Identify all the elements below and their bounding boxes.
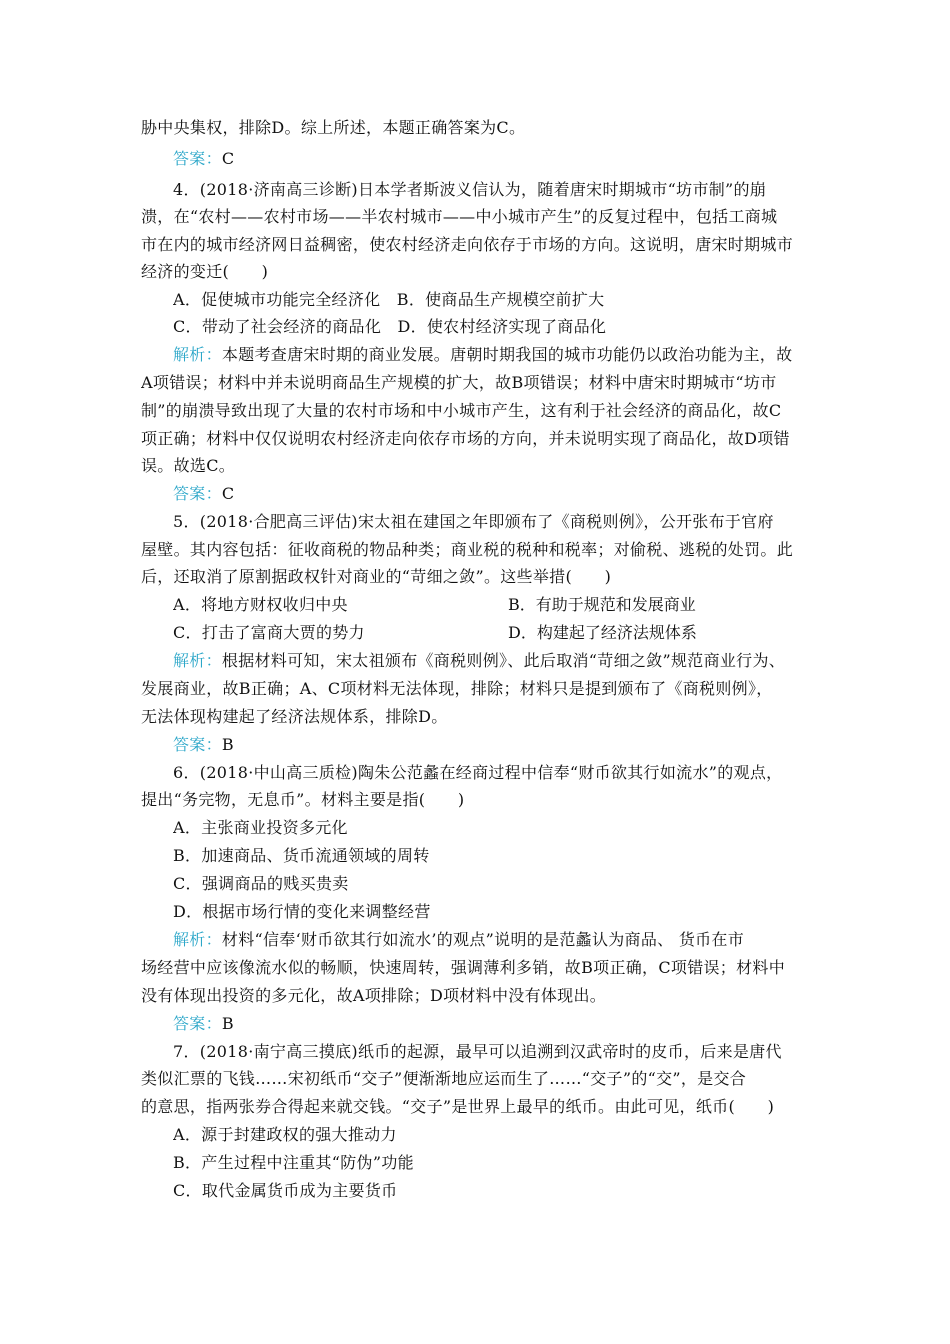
- option-a: A．将地方财权收归中央: [173, 595, 348, 614]
- text-line: 没有体现出投资的多元化，故A项排除；D项材料中没有体现出。: [141, 986, 607, 1005]
- question-5-stem: 5．(2018·合肥高三评估)宋太祖在建国之年即颁布了《商税则例》，公开张布于官府: [173, 512, 774, 531]
- answer-label: 答案：: [173, 1014, 222, 1033]
- answer-value: B: [221, 1014, 234, 1033]
- option-b: B．有助于规范和发展商业: [508, 595, 696, 614]
- text-line: 误。故选C。: [141, 456, 236, 475]
- option-line: C．强调商品的贱买贵卖: [173, 874, 349, 893]
- text-line: 市在内的城市经济网日益稠密，使农村经济走向依存于市场的方向。这说明，唐宋时期城市: [141, 235, 794, 254]
- analysis-label: 解析：: [173, 651, 222, 670]
- analysis-label: 解析：: [173, 345, 222, 364]
- option-line: C．带动了社会经济的商品化 D．使农村经济实现了商品化: [173, 317, 607, 336]
- option-line: C．取代金属货币成为主要货币: [173, 1181, 398, 1200]
- text-line: 制”的崩溃导致出现了大量的农村市场和中小城市产生，这有利于社会经济的商品化，故C: [141, 401, 782, 420]
- option-line: A．促使城市功能完全经济化 B．使商品生产规模空前扩大: [173, 290, 605, 309]
- text-line: 提出“务完物，无息币”。材料主要是指( ): [141, 790, 465, 809]
- analysis-text: 材料“信奉‘财币欲其行如流水’的观点”说明的是范蠡认为商品、 货币在市: [221, 930, 745, 949]
- text-line: 发展商业，故B正确；A、C项材料无法体现，排除；材料只是提到颁布了《商税则例》，: [141, 679, 773, 698]
- text-line: 无法体现构建起了经济法规体系，排除D。: [141, 707, 448, 726]
- answer-line: [173, 145, 813, 173]
- text-line: 场经营中应该像流水似的畅顺，快速周转，强调薄利多销，故B项正确，C项错误；材料中: [141, 958, 786, 977]
- option-line: D．根据市场行情的变化来调整经营: [173, 902, 431, 921]
- option-d: D．构建起了经济法规体系: [508, 623, 697, 642]
- answer-label: 答案：: [173, 735, 222, 754]
- option-line: B．产生过程中注重其“防伪”功能: [173, 1153, 414, 1172]
- answer-line: [173, 480, 813, 508]
- text-line: 溃，在“农村——农村市场——半农村城市——中小城市产生”的反复过程中，包括工商城: [141, 207, 778, 226]
- answer-line: [173, 731, 813, 759]
- answer-line: [173, 1010, 813, 1038]
- analysis-line: [173, 926, 813, 954]
- question-7-stem: 7．(2018·南宁高三摸底)纸币的起源，最早可以追溯到汉武帝时的皮币，后来是唐代: [173, 1042, 782, 1061]
- question-6-stem: 6．(2018·中山高三质检)陶朱公范蠡在经商过程中信奉“财币欲其行如流水”的观点，: [173, 763, 783, 782]
- text-line: 后，还取消了原割据政权针对商业的“苛细之敛”。这些举措( ): [141, 567, 612, 586]
- answer-value: C: [221, 149, 235, 168]
- answer-value: B: [221, 735, 234, 754]
- analysis-line: [173, 341, 813, 369]
- analysis-text: 本题考查唐宋时期的商业发展。唐朝时期我国的城市功能仍以政治功能为主，故: [221, 345, 793, 364]
- text-line: 屋壁。其内容包括：征收商税的物品种类；商业税的税种和税率；对偷税、逃税的处罚。此: [141, 540, 794, 559]
- option-c: C．打击了富商大贾的势力: [173, 623, 365, 642]
- text-line: 的意思，指两张券合得起来就交钱。“交子”是世界上最早的纸币。由此可见，纸币( ): [141, 1097, 775, 1116]
- answer-label: 答案：: [173, 149, 222, 168]
- text-line: 经济的变迁( ): [141, 262, 269, 281]
- analysis-label: 解析：: [173, 930, 222, 949]
- option-line: A．主张商业投资多元化: [173, 818, 348, 837]
- text-line: 类似汇票的飞钱……宋初纸币“交子”便渐渐地应运而生了……“交子”的“交”，是交合: [141, 1069, 747, 1088]
- analysis-line: [173, 647, 813, 675]
- text-line: 胁中央集权，排除D。综上所述，本题正确答案为C。: [141, 118, 526, 137]
- option-line: B．加速商品、货币流通领域的周转: [173, 846, 430, 865]
- option-line: A．源于封建政权的强大推动力: [173, 1125, 397, 1144]
- text-line: A项错误；材料中并未说明商品生产规模的扩大，故B项错误；材料中唐宋时期城市“坊市: [141, 373, 777, 392]
- answer-label: 答案：: [173, 484, 222, 503]
- text-line: 项正确；材料中仅仅说明农村经济走向依存市场的方向，并未说明实现了商品化，故D项错: [141, 429, 790, 448]
- question-4-stem: 4．(2018·济南高三诊断)日本学者斯波义信认为，随着唐宋时期城市“坊市制”的崩: [173, 180, 767, 199]
- answer-value: C: [221, 484, 235, 503]
- analysis-text: 根据材料可知，宋太祖颁布《商税则例》、此后取消“苛细之敛”规范商业行为、: [221, 651, 786, 670]
